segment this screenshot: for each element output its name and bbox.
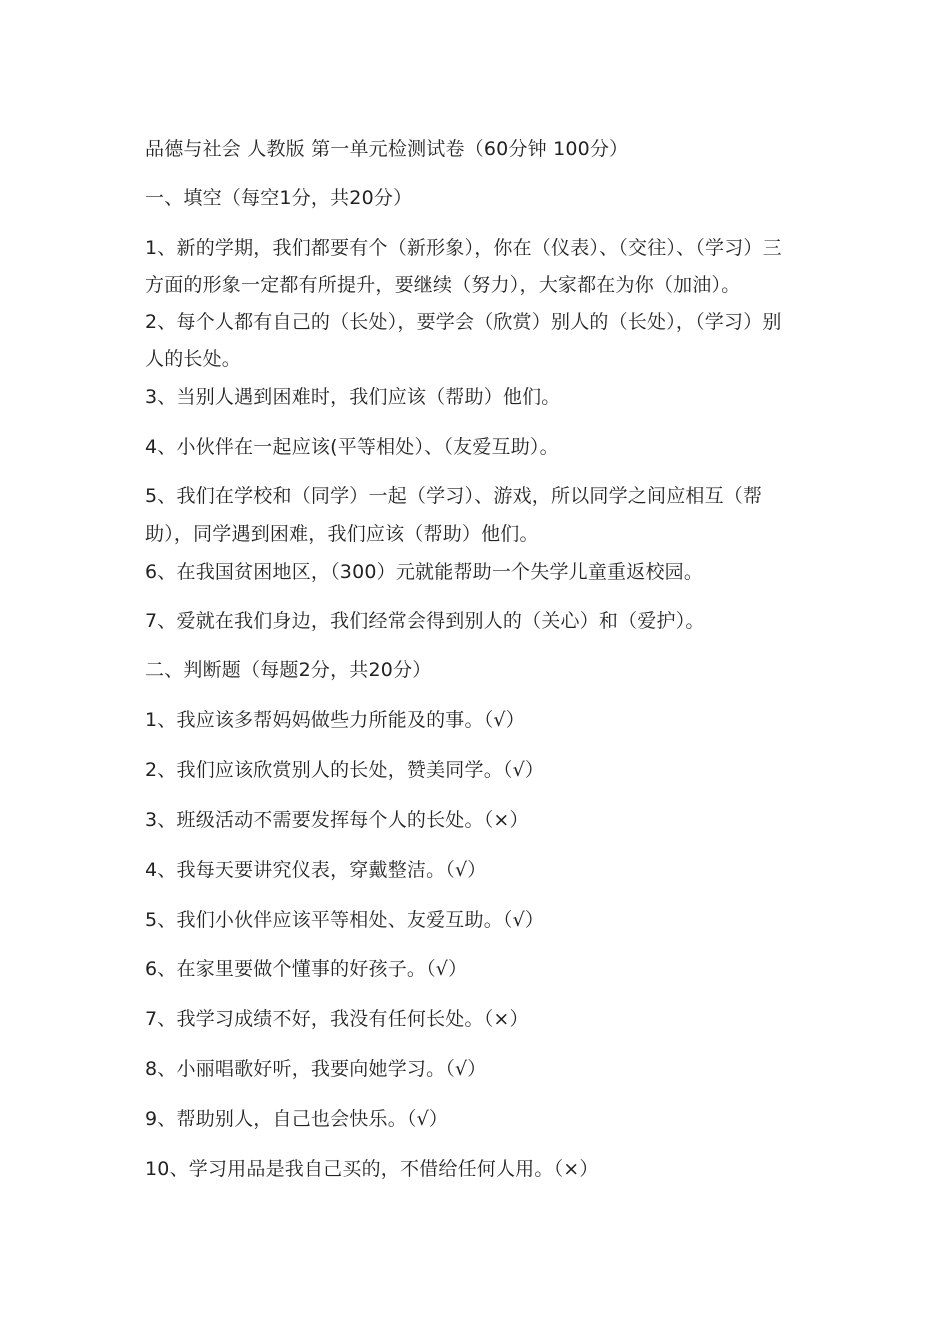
judge-item-6: 6、在家里要做个懂事的好孩子。（√） — [145, 958, 468, 980]
judge-item-9: 9、帮助别人，自己也会快乐。（√） — [145, 1108, 449, 1130]
fill-line-3: 2、每个人都有自己的（长处），要学会（欣赏）别人的（长处），（学习）别 — [145, 311, 782, 333]
judge-item-4: 4、我每天要讲究仪表，穿戴整洁。（√） — [145, 859, 487, 881]
judge-item-8: 8、小丽唱歌好听，我要向她学习。（√） — [145, 1058, 487, 1080]
fill-line-6: 4、小伙伴在一起应该(平等相处）、（友爱互助）。 — [145, 436, 559, 458]
section2-heading: 二、判断题（每题2分，共20分） — [145, 659, 432, 681]
fill-line-10: 7、爱就在我们身边，我们经常会得到别人的（关心）和（爱护）。 — [145, 610, 705, 632]
section1-heading: 一、填空（每空1分，共20分） — [145, 187, 413, 209]
fill-line-5: 3、当别人遇到困难时，我们应该（帮助）他们。 — [145, 386, 561, 408]
document-title: 品德与社会 人教版 第一单元检测试卷（60分钟 100分） — [145, 138, 629, 160]
judge-item-7: 7、我学习成绩不好，我没有任何长处。（×） — [145, 1008, 529, 1030]
fill-line-8: 助），同学遇到困难，我们应该（帮助）他们。 — [145, 523, 539, 545]
fill-line-7: 5、我们在学校和（同学）一起（学习）、游戏，所以同学之间应相互（帮 — [145, 485, 763, 507]
judge-item-1: 1、我应该多帮妈妈做些力所能及的事。（√） — [145, 709, 525, 731]
fill-line-9: 6、在我国贫困地区，（300）元就能帮助一个失学儿童重返校园。 — [145, 561, 704, 583]
judge-item-10: 10、学习用品是我自己买的，不借给任何人用。（×） — [145, 1158, 599, 1180]
judge-item-5: 5、我们小伙伴应该平等相处、友爱互助。（√） — [145, 909, 545, 931]
fill-line-2: 方面的形象一定都有所提升，要继续（努力），大家都在为你（加油）。 — [145, 274, 741, 296]
fill-line-4: 人的长处。 — [145, 348, 242, 370]
fill-line-1: 1、新的学期，我们都要有个（新形象），你在（仪表）、（交往）、（学习）三 — [145, 237, 782, 259]
judge-item-2: 2、我们应该欣赏别人的长处，赞美同学。（√） — [145, 759, 545, 781]
judge-item-3: 3、班级活动不需要发挥每个人的长处。（×） — [145, 809, 529, 831]
